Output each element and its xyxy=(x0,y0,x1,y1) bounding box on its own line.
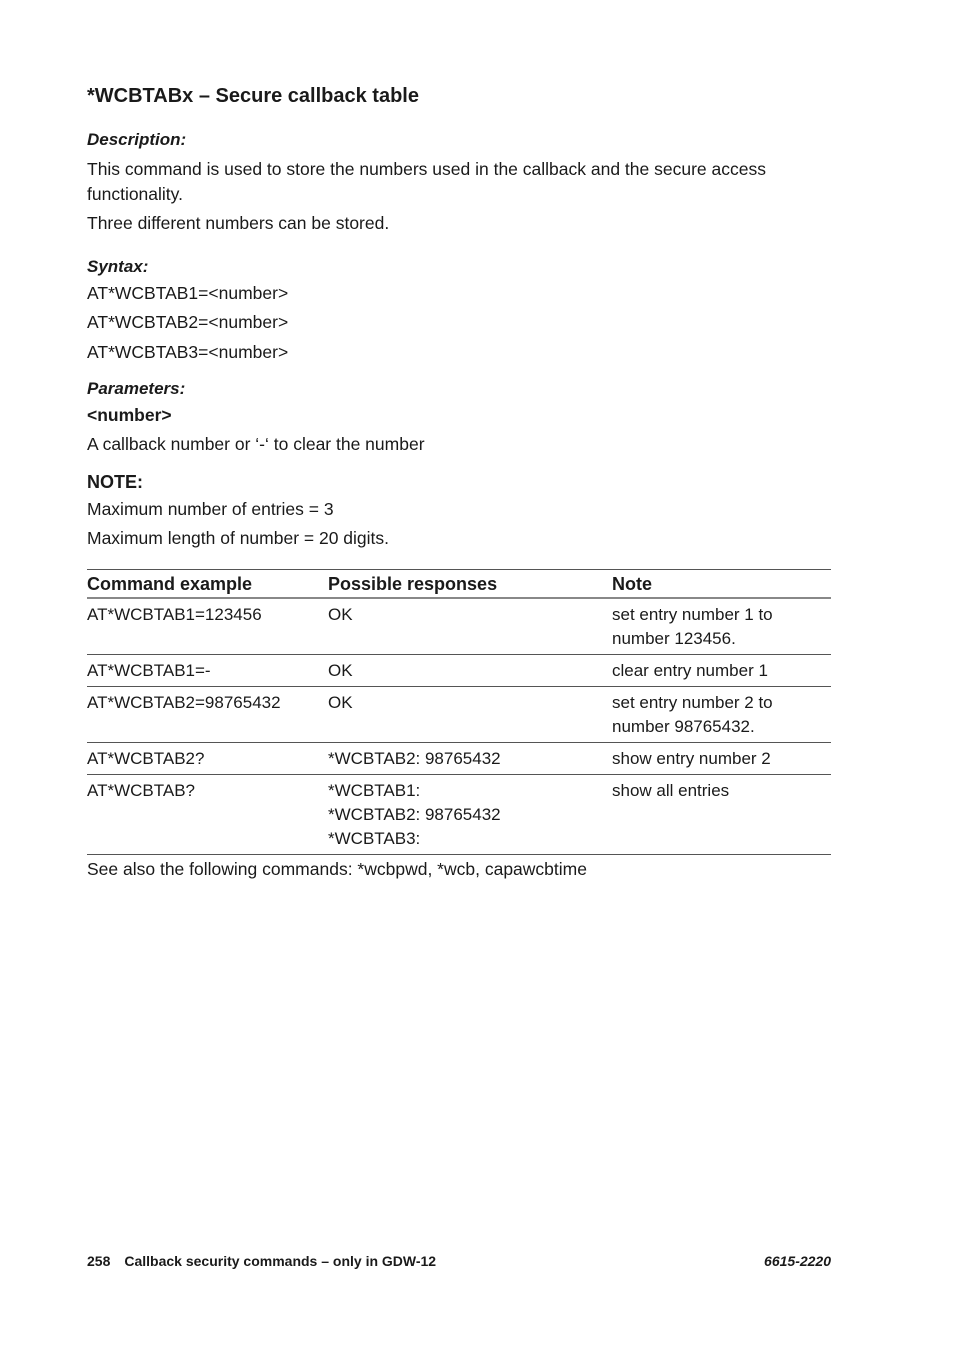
table-row xyxy=(87,775,831,855)
response-cell: OK xyxy=(328,655,612,687)
footer-section-title: Callback security commands – only in GDW-12 xyxy=(124,1253,437,1269)
note-cell: set entry number 2 to number 98765432. xyxy=(612,687,831,743)
command-table xyxy=(87,569,831,855)
note-line: Maximum length of number = 20 digits. xyxy=(87,528,390,548)
table-row xyxy=(87,687,831,743)
table-row xyxy=(87,743,831,775)
description-heading: Description: xyxy=(87,130,187,149)
response-cell: OK xyxy=(328,687,612,743)
note-cell: set entry number 1 to number 123456. xyxy=(612,598,831,655)
command-cell: AT*WCBTAB2? xyxy=(87,743,328,775)
description-text: This command is used to store the numbers used in the callback and the secure access functionality. xyxy=(87,159,766,204)
note-heading: NOTE: xyxy=(87,472,143,492)
parameter-description: A callback number or ‘-‘ to clear the number xyxy=(87,434,425,454)
column-header-responses: Possible responses xyxy=(328,570,612,599)
parameter-name: <number> xyxy=(87,405,172,425)
column-header-command: Command example xyxy=(87,570,328,599)
parameters-heading: Parameters: xyxy=(87,379,186,398)
note-cell: clear entry number 1 xyxy=(612,655,831,687)
column-header-note: Note xyxy=(612,570,831,599)
page-content xyxy=(87,82,831,881)
syntax-line: AT*WCBTAB3=<number> xyxy=(87,341,289,362)
response-cell: OK xyxy=(328,598,612,655)
response-cell xyxy=(328,775,612,855)
command-cell: AT*WCBTAB2=98765432 xyxy=(87,687,328,743)
page-title: *WCBTABx – Secure callback table xyxy=(87,85,419,107)
page-number: 258 xyxy=(87,1253,111,1269)
command-cell: AT*WCBTAB? xyxy=(87,775,328,855)
command-cell: AT*WCBTAB1=- xyxy=(87,655,328,687)
document-code: 6615-2220 xyxy=(764,1253,831,1269)
command-cell: AT*WCBTAB1=123456 xyxy=(87,598,328,655)
syntax-line: AT*WCBTAB1=<number> xyxy=(87,282,289,303)
table-row xyxy=(87,655,831,687)
response-cell: *WCBTAB2: 98765432 xyxy=(328,743,612,775)
response-line: *WCBTAB3: xyxy=(328,829,421,848)
page-footer xyxy=(87,1251,831,1271)
note-cell: show entry number 2 xyxy=(612,743,831,775)
note-line: Maximum number of entries = 3 xyxy=(87,499,334,519)
table-row xyxy=(87,598,831,655)
table-header-row xyxy=(87,570,831,599)
see-also-text: See also the following commands: *wcbpwd, *wcb, capawcbtime xyxy=(87,859,587,879)
syntax-line: AT*WCBTAB2=<number> xyxy=(87,312,289,332)
response-line: *WCBTAB2: 98765432 xyxy=(328,805,501,824)
response-line: *WCBTAB1: xyxy=(328,781,421,800)
syntax-heading: Syntax: xyxy=(87,256,149,276)
note-cell: show all entries xyxy=(612,775,831,855)
description-text-2: Three different numbers can be stored. xyxy=(87,213,390,233)
